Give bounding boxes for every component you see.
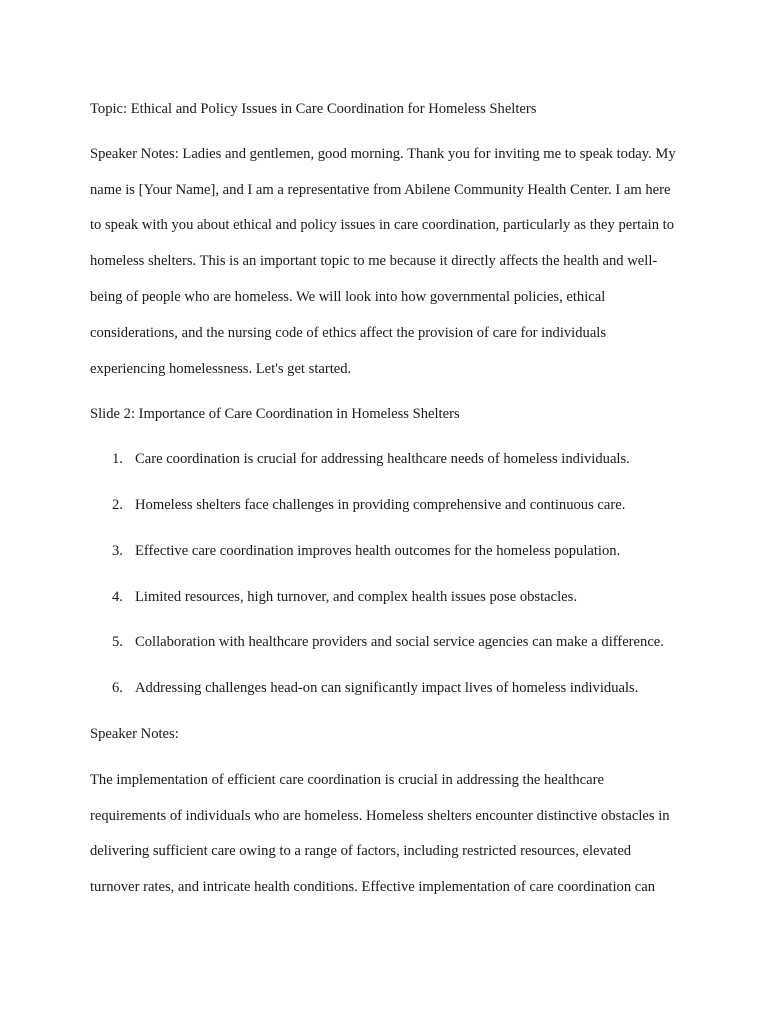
slide-2-heading: Slide 2: Importance of Care Coordination in Homeless Shelters bbox=[90, 406, 460, 423]
intro-speaker-notes: Speaker Notes: Ladies and gentlemen, good morning. Thank you for inviting me to speak today. My name is [Your Name], and I am a representative from Abilene Community Health Center. I am here to speak with you about ethical and policy issues in care coordination, particularly as they pertain to homeless shelters. This is an important topic to me because it directly affects the health and well-being of people who are homeless. We will look into how governmental policies, ethical considerations, and the nursing code of ethics affect the provision of care for individuals experiencing homelessness. Let's get started. bbox=[90, 145, 676, 377]
document-topic: Topic: Ethical and Policy Issues in Care Coordination for Homeless Shelters bbox=[90, 101, 537, 117]
slide-2-speaker-notes: The implementation of efficient care coordination is crucial in addressing the healthcare requirements of individuals who are homeless. Homeless shelters encounter distinctive obstacles in delivering sufficient care owing to a range of factors, including restricted resources, elevated turnover rates, and intricate health conditions. Effective implementation of care coordination can bbox=[90, 771, 670, 896]
list-item-number: 2. bbox=[112, 496, 123, 513]
document-page bbox=[90, 92, 682, 916]
list-item-number: 6. bbox=[112, 680, 123, 697]
list-item bbox=[90, 580, 682, 616]
list-item bbox=[90, 625, 682, 661]
list-item-text: Homeless shelters face challenges in providing comprehensive and continuous care. bbox=[135, 496, 626, 513]
list-item-number: 1. bbox=[112, 451, 123, 468]
list-item-text: Collaboration with healthcare providers and social service agencies can make a difference. bbox=[135, 634, 664, 651]
list-item-text: Addressing challenges head-on can significantly impact lives of homeless individuals. bbox=[135, 680, 639, 697]
slide-2-list bbox=[90, 442, 682, 707]
list-item-number: 5. bbox=[112, 634, 123, 651]
list-item-number: 4. bbox=[112, 588, 123, 605]
list-item-text: Effective care coordination improves health outcomes for the homeless population. bbox=[135, 542, 621, 559]
list-item-text: Limited resources, high turnover, and complex health issues pose obstacles. bbox=[135, 588, 577, 605]
slide-2-notes-label: Speaker Notes: bbox=[90, 725, 179, 742]
list-item-text: Care coordination is crucial for addressing healthcare needs of homeless individuals. bbox=[135, 451, 630, 468]
list-item bbox=[90, 442, 682, 478]
list-item-number: 3. bbox=[112, 542, 123, 559]
list-item bbox=[90, 671, 682, 707]
list-item bbox=[90, 534, 682, 570]
list-item bbox=[90, 488, 682, 524]
